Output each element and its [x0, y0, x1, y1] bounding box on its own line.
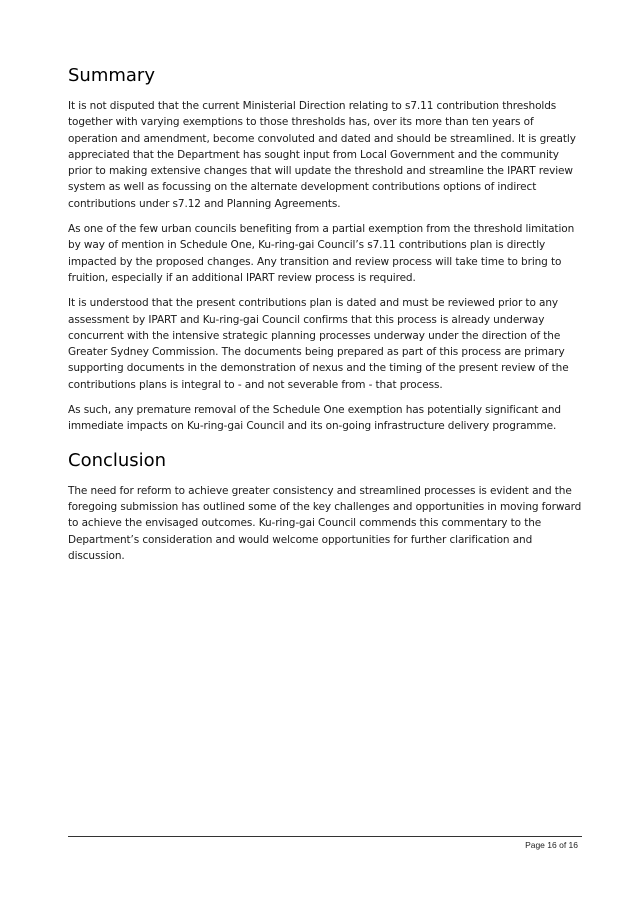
summary-heading: Summary	[68, 65, 155, 86]
summary-paragraph-1: It is not disputed that the current Ministerial Direction relating to s7.11 contribution thresholds together with varying exemptions to those thresholds has, over its more than ten years of operation and amendment, become convoluted and dated and should be streamlined. It is greatly appreciated that the Department has sought input from Local Government and the community prior to making extensive changes that will update the threshold and streamline the IPART review system as well as focussing on the alternate development contributions options of indirect contributions under s7.12 and Planning Agreements.	[68, 100, 576, 210]
conclusion-heading: Conclusion	[68, 449, 167, 471]
footer-divider	[68, 836, 582, 837]
page-number: Page 16 of 16	[525, 840, 578, 850]
summary-paragraph-3: It is understood that the present contributions plan is dated and must be reviewed prior to any assessment by IPART and Ku-ring-gai Council confirms that this process is already underway concurrent with the intensive strategic planning processes underway under the direction of the Greater Sydney Commission. The documents being prepared as part of this process are primary supporting documents in the demonstration of nexus and the timing of the present review of the contributions plans is integral to - and not severable from - that process.	[68, 297, 569, 391]
page-content	[68, 64, 582, 573]
summary-paragraph-4: As such, any premature removal of the Schedule One exemption has potentially significant and immediate impacts on Ku-ring-gai Council and its on-going infrastructure delivery programme.	[68, 404, 561, 433]
summary-paragraph-2: As one of the few urban councils benefiting from a partial exemption from the threshold limitation by way of mention in Schedule One, Ku-ring-gai Council’s s7.11 contributions plan is directly impacted by the proposed changes. Any transition and review process will take time to bring to fruition, especially if an additional IPART review process is required.	[68, 223, 575, 284]
conclusion-paragraph-1: The need for reform to achieve greater consistency and streamlined processes is evident and the foregoing submission has outlined some of the key challenges and opportunities in moving forward to achieve the envisaged outcomes. Ku-ring-gai Council commends this commentary to the Department’s consideration and would welcome opportunities for further clarification and discussion.	[68, 484, 582, 562]
